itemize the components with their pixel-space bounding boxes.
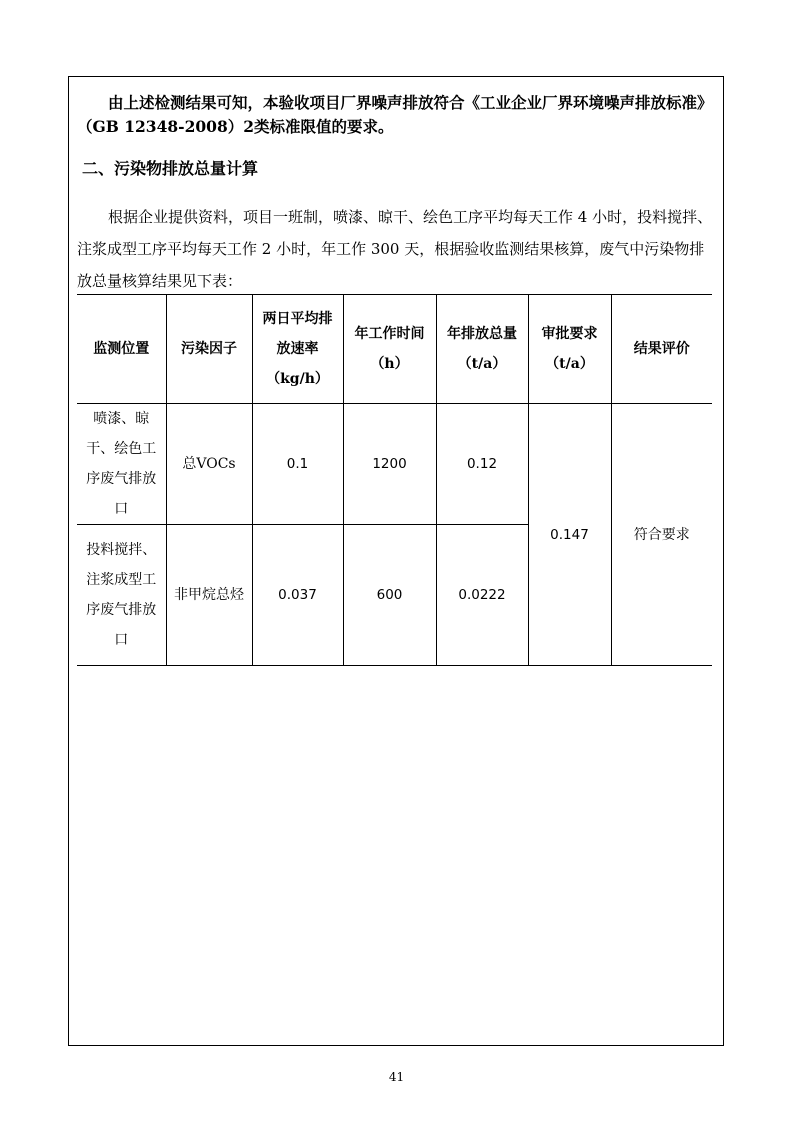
table-header-row — [77, 295, 712, 404]
header-location: 监测位置 — [77, 295, 166, 404]
cell-factor: 非甲烷总烃 — [166, 525, 252, 666]
header-total: 年排放总量（t/a） — [436, 295, 528, 404]
cell-evaluation: 符合要求 — [611, 404, 712, 666]
cell-rate: 0.1 — [252, 404, 343, 525]
conclusion-paragraph: 由上述检测结果可知，本验收项目厂界噪声排放符合《工业企业厂界环境噪声排放标准》（GB 12348-2008）2类标准限值的要求。 — [77, 93, 713, 136]
cell-factor: 总VOCs — [166, 404, 252, 525]
header-approval: 审批要求（t/a） — [528, 295, 611, 404]
header-rate: 两日平均排放速率（kg/h） — [252, 295, 343, 404]
page-frame — [68, 76, 724, 1046]
header-factor: 污染因子 — [166, 295, 252, 404]
cell-hours: 600 — [343, 525, 436, 666]
cell-total: 0.12 — [436, 404, 528, 525]
description-paragraph: 根据企业提供资料，项目一班制，喷漆、晾干、绘色工序平均每天工作 4 小时，投料搅拌、注浆成型工序平均每天工作 2 小时，年工作 300 天，根据验收监测结果核算，废气中污染物排放总量核算结果见下表： — [77, 208, 713, 290]
table-row — [77, 404, 712, 525]
cell-location: 喷漆、晾干、绘色工序废气排放口 — [77, 404, 166, 525]
header-hours: 年工作时间（h） — [343, 295, 436, 404]
cell-hours: 1200 — [343, 404, 436, 525]
emission-total-table — [77, 294, 712, 666]
cell-approval: 0.147 — [528, 404, 611, 666]
page-number: 41 — [388, 1070, 405, 1084]
header-evaluation: 结果评价 — [611, 295, 712, 404]
section-heading: 二、污染物排放总量计算 — [82, 159, 259, 178]
cell-rate: 0.037 — [252, 525, 343, 666]
cell-total: 0.0222 — [436, 525, 528, 666]
cell-location: 投料搅拌、注浆成型工序废气排放口 — [77, 525, 166, 666]
